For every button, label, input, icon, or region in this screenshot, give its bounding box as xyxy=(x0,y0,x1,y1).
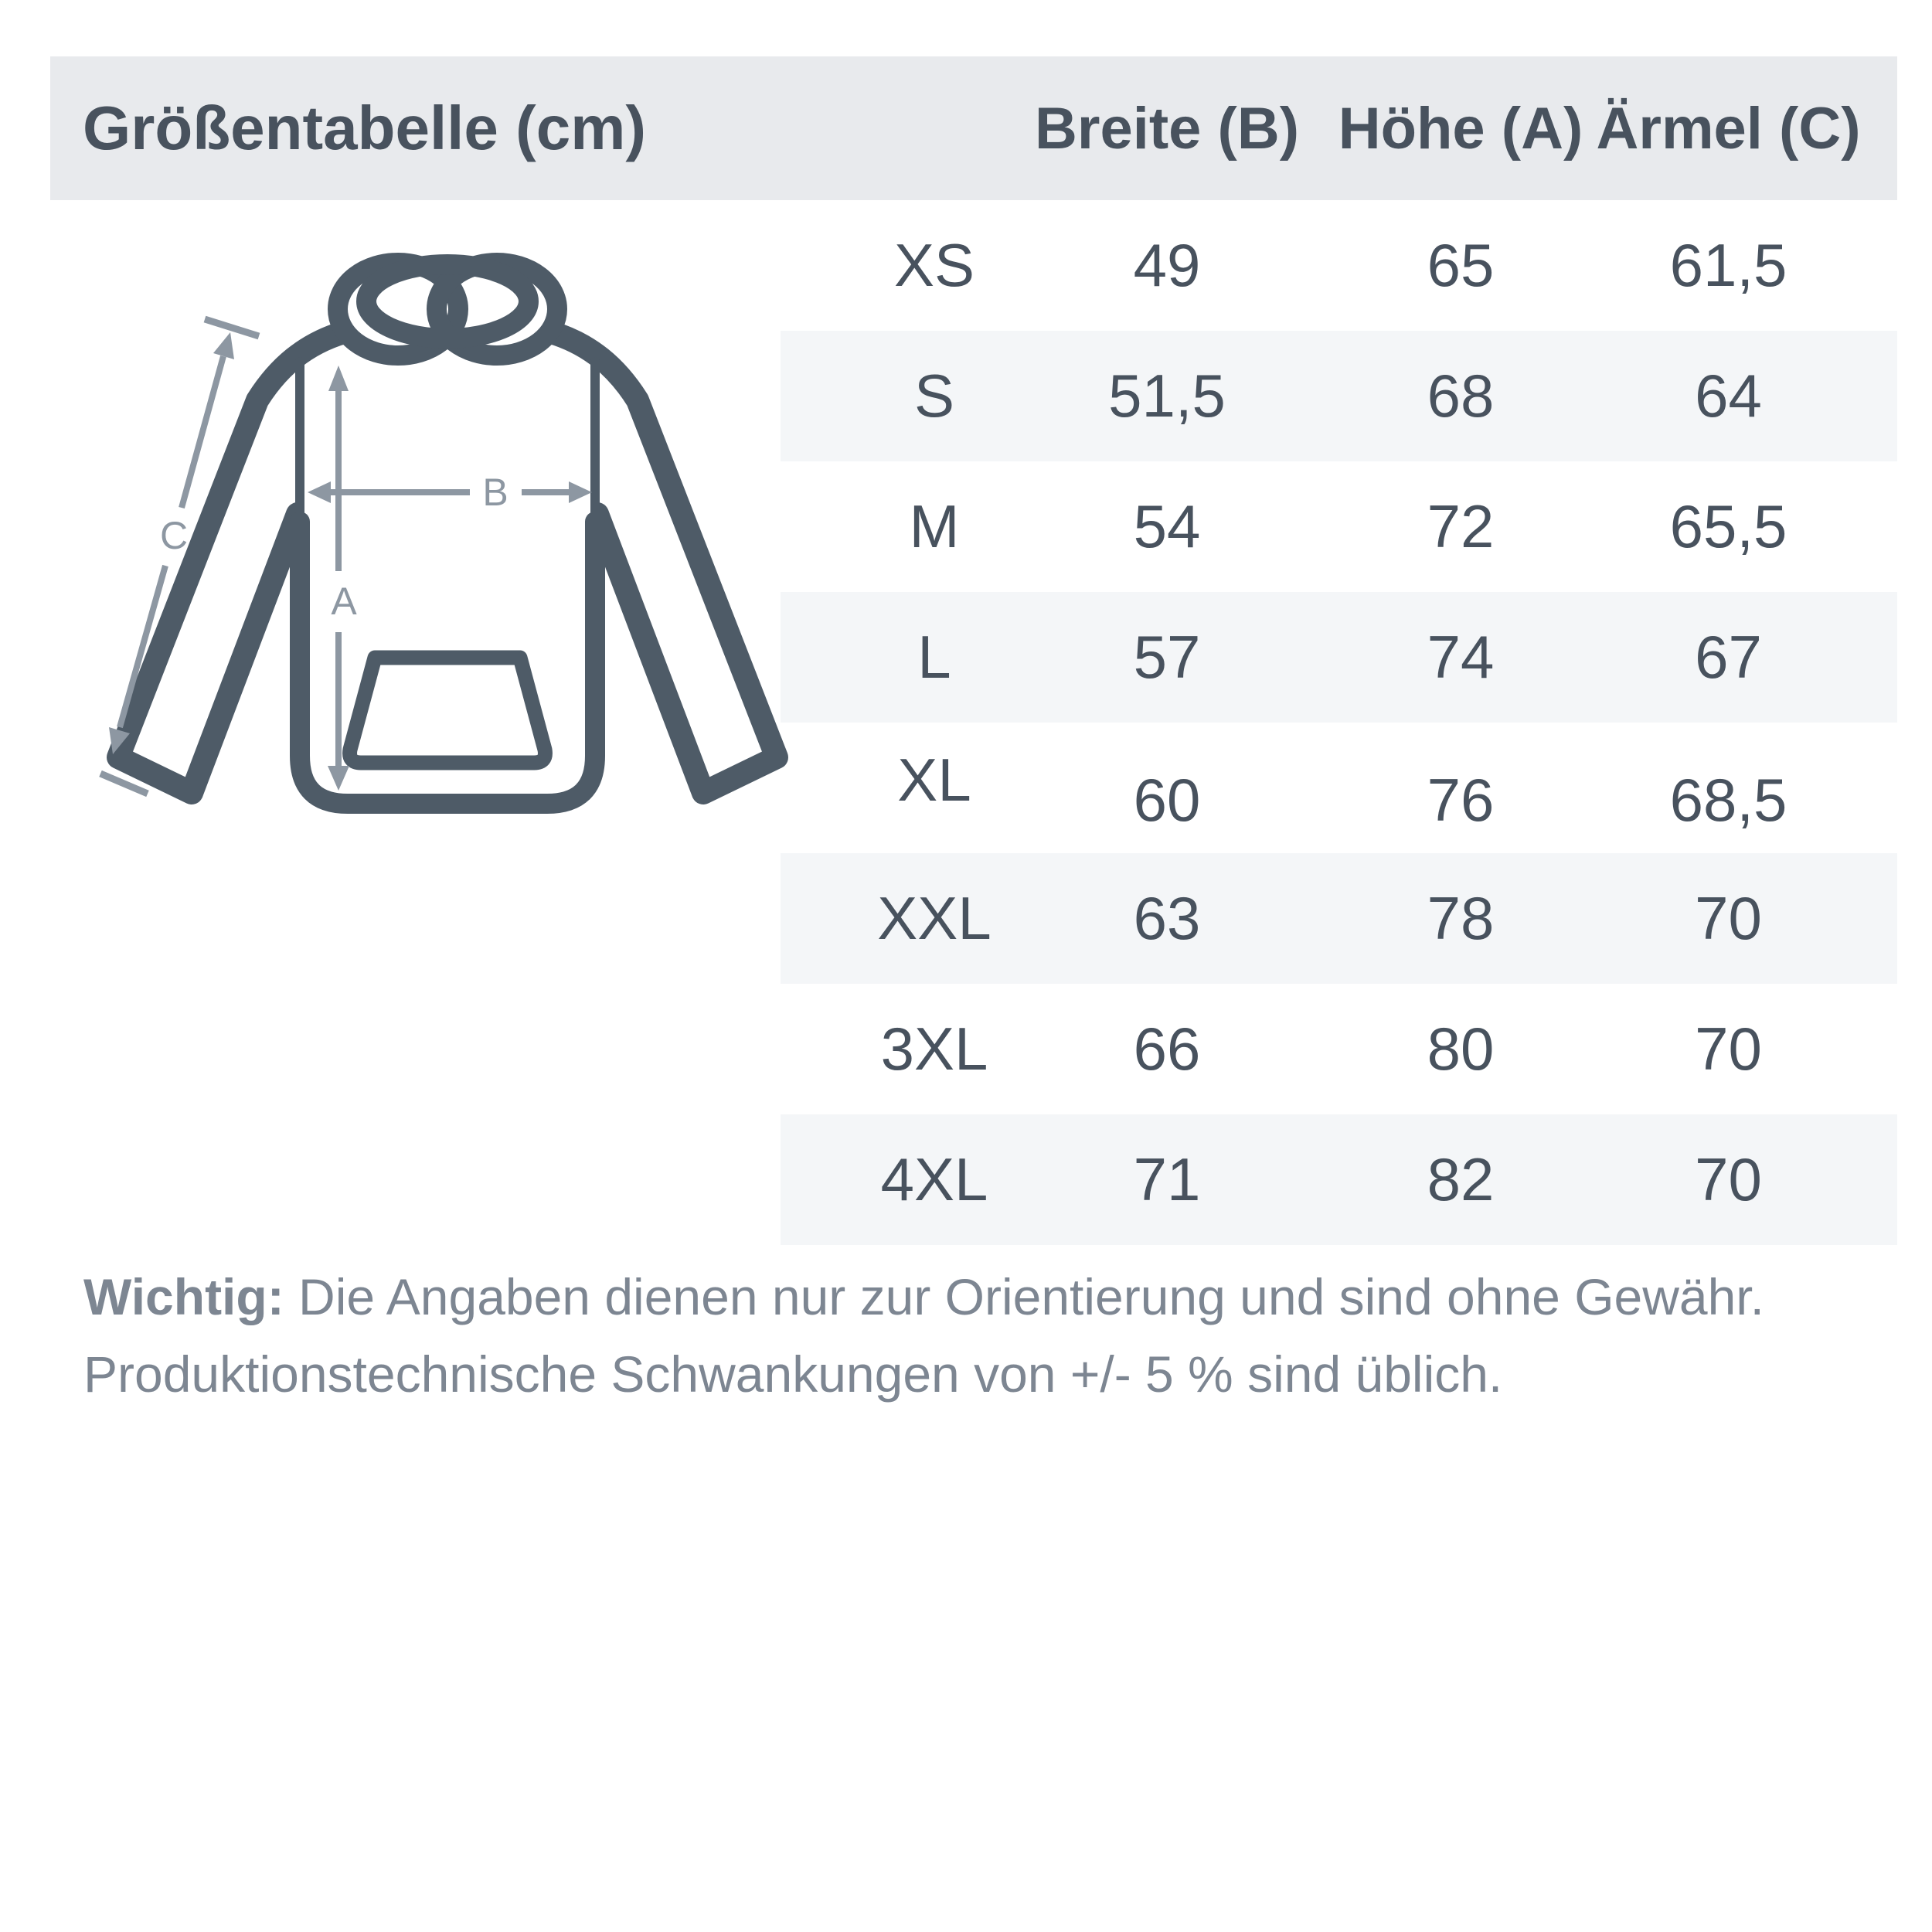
note-line1: Die Angaben dienen nur zur Orientierung und sind ohne Gewähr. xyxy=(298,1268,1764,1325)
size-label: XS xyxy=(893,231,975,299)
table-row xyxy=(781,200,1897,331)
breite-value: 60 xyxy=(1133,766,1201,834)
table-header xyxy=(50,56,1897,200)
dimension-label-b: B xyxy=(482,471,509,514)
hood xyxy=(338,263,557,355)
aermel-value: 70 xyxy=(1695,1015,1762,1083)
table-row xyxy=(781,853,1897,984)
hoodie-diagram xyxy=(58,224,800,866)
breite-value: 49 xyxy=(1133,231,1201,299)
aermel-value: 70 xyxy=(1695,1145,1762,1213)
hoehe-value: 76 xyxy=(1427,766,1495,834)
table-row xyxy=(781,984,1897,1114)
aermel-value: 64 xyxy=(1695,362,1762,430)
size-label: 4XL xyxy=(880,1145,988,1213)
size-label: XXL xyxy=(877,884,992,952)
column-header-hoehe: Höhe (A) xyxy=(1338,95,1583,162)
tick-top xyxy=(205,319,259,336)
disclaimer-note xyxy=(83,1258,1884,1413)
hoehe-value: 72 xyxy=(1427,492,1495,560)
note-label: Wichtig: xyxy=(83,1268,284,1325)
size-label: M xyxy=(909,492,960,560)
dimension-label-a: A xyxy=(331,580,357,623)
table-row xyxy=(781,461,1897,592)
note-line2: Produktionstechnische Schwankungen von +/- 5 % sind üblich. xyxy=(83,1345,1503,1403)
breite-value: 63 xyxy=(1133,884,1201,952)
arrowhead-upright-icon xyxy=(213,332,234,359)
size-label: S xyxy=(913,362,955,430)
aermel-value: 70 xyxy=(1695,884,1762,952)
aermel-value: 65,5 xyxy=(1669,492,1787,560)
hoehe-value: 80 xyxy=(1427,1015,1495,1083)
size-table xyxy=(781,200,1897,1245)
breite-value: 51,5 xyxy=(1108,362,1226,430)
dimension-label-c: C xyxy=(159,514,189,557)
breite-value: 57 xyxy=(1133,623,1201,691)
column-header-aermel: Ärmel (C) xyxy=(1596,95,1861,162)
table-row xyxy=(781,723,1897,853)
hoehe-value: 74 xyxy=(1427,623,1495,691)
hoehe-value: 65 xyxy=(1427,231,1495,299)
hoehe-value: 82 xyxy=(1427,1145,1495,1213)
hoehe-value: 78 xyxy=(1427,884,1495,952)
hoehe-value: 68 xyxy=(1427,362,1495,430)
breite-value: 54 xyxy=(1133,492,1201,560)
kangaroo-pocket xyxy=(350,658,546,763)
hoodie-illustration-svg xyxy=(58,224,800,866)
aermel-value: 68,5 xyxy=(1669,766,1787,834)
hoodie-outline xyxy=(118,263,777,804)
page-title: Größentabelle (cm) xyxy=(83,94,647,162)
table-row xyxy=(781,1114,1897,1245)
size-label: XL xyxy=(897,746,971,814)
breite-value: 66 xyxy=(1133,1015,1201,1083)
aermel-value: 61,5 xyxy=(1669,231,1787,299)
size-label: L xyxy=(917,623,951,691)
breite-value: 71 xyxy=(1133,1145,1201,1213)
column-headers xyxy=(781,56,1897,200)
table-row xyxy=(781,592,1897,723)
aermel-value: 67 xyxy=(1695,623,1762,691)
size-label: 3XL xyxy=(880,1015,988,1083)
column-header-breite: Breite (B) xyxy=(1034,95,1300,162)
table-row xyxy=(781,331,1897,461)
